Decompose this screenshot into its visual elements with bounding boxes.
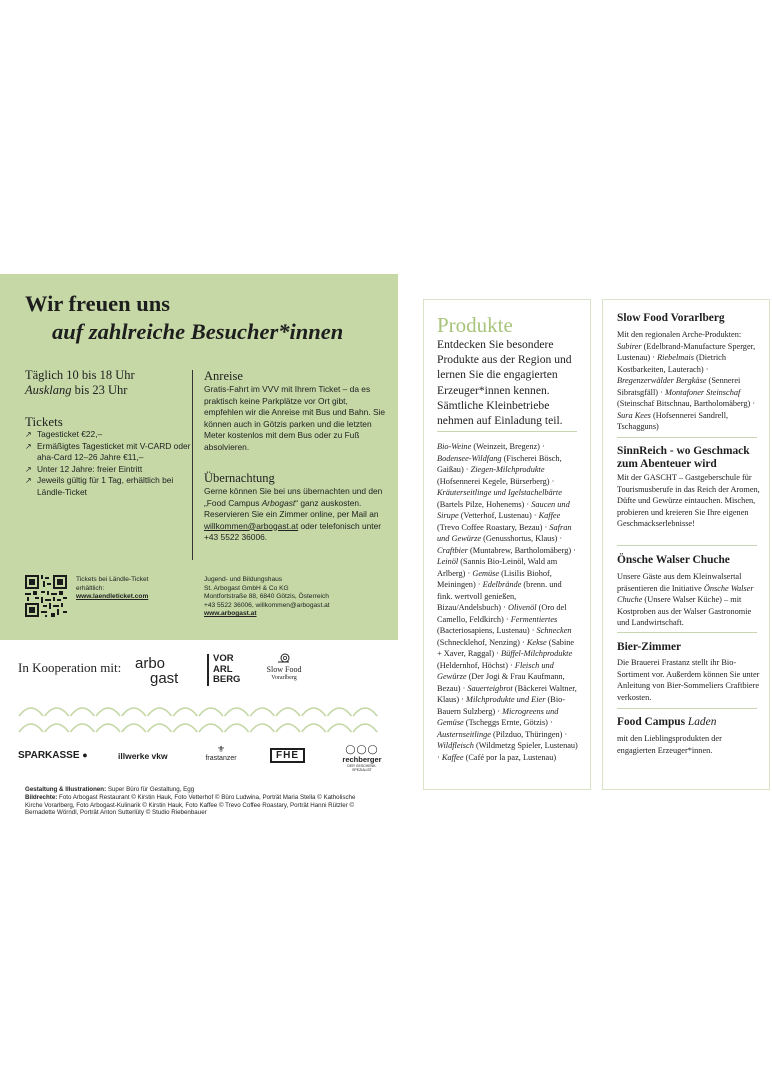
product-detail: (Schnecklehof, Nenzing) · — [437, 637, 527, 647]
arch-shape — [173, 724, 197, 732]
slowfood-text-run: (Hofsennerei Sandrell, Tschagguns) — [617, 410, 729, 431]
qr-code-icon — [25, 575, 67, 617]
tickets-heading: Tickets — [25, 414, 63, 429]
sparkasse-logo: SPARKASSE ● — [18, 750, 88, 761]
product-detail: (Bio-Bauern Sulzberg) · — [437, 695, 566, 716]
arch-pattern — [18, 700, 378, 734]
product-name: Edelbrände — [482, 580, 522, 589]
slowfood-text-run: Mit den regionalen Arche-Produkten: — [617, 330, 742, 339]
arch-shape — [19, 724, 43, 732]
arche-product-name: Bregenzerwälder Bergkäse — [617, 376, 707, 385]
anreise-text: Gratis-Fahrt im VVV mit Ihrem Ticket – da es praktisch keine Parkplätze vor Ort gibt, empfehlen wir die Anreise mit Bus und Bahn. Sie können auch in Götzis parken und die letzten Meter kostenlos mit dem Bus oder zu Fuß absolvieren. — [204, 384, 386, 452]
walser-heading: Önsche Walser Chuche — [617, 554, 730, 566]
slowfood-text-run: (Dietrich Kostbarkeiten, Lauterach) · — [617, 353, 726, 374]
arche-product-name: Riebelmais — [657, 353, 694, 362]
arch-shape — [199, 708, 223, 716]
product-name: Milchprodukte und Eier — [466, 695, 546, 704]
ticket-item: ↗ Ermäßigtes Tagesticket mit V-CARD oder aha-Card 12–26 Jahre €11,– — [25, 440, 191, 462]
product-detail: (Lisilis Biohof, Meiningen) · — [437, 568, 552, 589]
product-name: Gemüse — [472, 568, 500, 578]
arch-shape — [302, 708, 326, 716]
illwerke-logo: illwerke vkw — [118, 751, 168, 761]
arche-product-name: Montafoner Steinschaf — [664, 387, 741, 397]
product-name: Saucen und Sirupe — [437, 499, 570, 520]
product-name: Olivenöl — [507, 603, 537, 612]
product-name: Ziegen-Milchprodukte — [470, 465, 545, 474]
laden-text: mit den Lieblingsprodukten der engagierten Erzeuger*innen. — [617, 734, 722, 755]
arch-shape — [96, 708, 120, 716]
product-name: Wildfleisch — [437, 741, 474, 750]
headline — [25, 290, 343, 346]
arch-shape — [250, 724, 274, 732]
fhe-logo: FHE — [270, 748, 305, 763]
anreise-heading: Anreise — [204, 369, 243, 383]
arrow-icon: ↗ — [25, 476, 32, 485]
address-block: Jugend- und Bildungshaus St. Arbogast GmbH & Co KG Montfortstraße 88, 6840 Götzis, Österreich +43 5522 36006, willkommen@arbogast.at www.arbogast.at — [204, 576, 330, 618]
arch-shape — [199, 724, 223, 732]
product-detail: (Fischerei Bösch, Gaißau) · — [437, 453, 562, 474]
arch-shape — [173, 708, 197, 716]
arch-shape — [225, 724, 249, 732]
product-detail: (Oro del Camello, Feldkirch) · — [437, 603, 567, 624]
product-name: Craftbier — [437, 545, 468, 555]
product-name: Kräuterseitlinge und Igelstachelbärte — [437, 488, 562, 497]
arch-shape — [327, 724, 351, 732]
section-divider — [617, 632, 757, 633]
product-detail: (Sabine + Xaver, Raggal) · — [437, 637, 575, 658]
slowfood-text-run: (Edelbrand-Manufacture Sperger, Lustenau) · — [617, 341, 756, 362]
arch-shape — [148, 708, 172, 716]
product-detail: (Bartels Pilze, Hohenems) · — [437, 499, 532, 509]
arch-shape — [327, 708, 351, 716]
arch-shape — [70, 708, 94, 716]
bierzimmer-text: Die Brauerei Frastanz stellt ihr Bio-Sortiment vor. Außerdem können Sie unter Anleitung von Bier-Sommeliers Craftbiere verkosten. — [617, 658, 760, 702]
product-detail: (Trevo Coffee Roastary, Bezau) · — [437, 522, 550, 532]
arrow-icon: ↗ — [25, 430, 32, 439]
product-detail: (Sannis Bio-Leinöl, Wald am Arlberg) · — [437, 557, 558, 578]
product-name: Austernseitlinge — [437, 729, 491, 739]
product-name: Microgreens und Gemüse — [437, 706, 559, 727]
product-name: Bio-Weine — [437, 442, 472, 451]
sinnreich-text: Mit der GASCHT – Gastgeberschule für Tourismusberufe in das Reich der Aromen, Düfte und Gewürze eintauchen. Mischen, probieren und kreieren Sie Ihre eigenen Geschmackserlebnisse! — [617, 473, 760, 528]
product-name: Büffel-Milchprodukte — [501, 649, 573, 658]
arch-shape — [250, 708, 274, 716]
products-list — [437, 441, 579, 763]
arch-shape — [45, 708, 69, 716]
product-detail: (brenn. und fink. wertvoll genießen, Bizau/Andelsbuch) · — [437, 580, 562, 612]
arch-shape — [148, 724, 172, 732]
product-detail: (Hofsennerei Kegele, Bürserberg) · — [437, 476, 555, 486]
ticket-info: Tickets bei Ländle-Ticket erhältlich: www.laendleticket.com — [76, 576, 149, 601]
arch-shape — [19, 708, 43, 716]
hours-line2: Ausklang bis 23 Uhr — [25, 383, 128, 397]
hours-line1: Täglich 10 bis 18 Uhr — [25, 368, 135, 382]
ticket-item: ↗ Unter 12 Jahre: freier Eintritt — [25, 463, 143, 474]
arrow-icon: ↗ — [25, 441, 32, 451]
section-divider — [617, 545, 757, 546]
arch-shape — [353, 708, 377, 716]
column-divider — [192, 370, 193, 560]
rechberger-logo: ◯◯◯ rechberger DER GESCHENK-SPEZIALIST — [342, 744, 382, 772]
vorarlberg-logo: VOR ARL BERG — [207, 654, 240, 686]
credits: Gestaltung & Illustrationen: Super Büro für Gestaltung, Egg Bildrechte: Foto Arbogast Restaurant © Kirstin Hauk, Foto Vetterhof © Büro Ludwina, Porträt Maria Stella © Katholische Kirche Vorarlberg, Foto Arbogast-Kulinarik © Kirstin Hauk, Foto Kaffee © Trevo Coffee Roastary, Porträt Hanni Rützler © Bernadette Wörndl, Porträt Anton Sutterlüty © Studio Riebenbauer — [25, 786, 356, 817]
arch-shape — [122, 708, 146, 716]
arch-shape — [70, 724, 94, 732]
email-link[interactable]: willkommen@arbogast.at — [204, 520, 299, 531]
crest-icon: ⚜ — [216, 744, 226, 754]
frastanzer-logo: ⚜ frastanzer — [203, 744, 239, 762]
product-detail: (Tscheggs Ernte, Götzis) · — [463, 718, 553, 727]
product-detail: (Bacteriosapiens, Lustenau) · — [437, 626, 537, 635]
product-detail: (Bäckerei Waltner, Klaus) · — [437, 683, 577, 704]
product-detail: (Weinzeit, Bregenz) · — [471, 442, 545, 451]
products-title: Produkte — [437, 313, 513, 337]
products-divider — [437, 431, 577, 432]
arch-shape — [122, 724, 146, 732]
slowfood-text — [617, 329, 760, 433]
product-detail: (Café por la paz, Lustenau) — [463, 752, 557, 762]
product-name: Fleisch und Gewürze — [437, 660, 554, 681]
product-detail: (Heldernhof, Höchst) · — [437, 660, 515, 670]
arch-shape — [276, 708, 300, 716]
section-divider — [617, 708, 757, 709]
slowfood-text-run: (Sennerei Sibratsgfäll) · — [617, 376, 741, 397]
arche-product-name: Sura Kees — [617, 410, 651, 420]
arch-shape — [353, 724, 377, 732]
walser-text: Unsere Gäste aus dem Kleinwalsertal präsentieren die Initiative Önsche Walser Chuche (Unsere Walser Küche) – mit Kostproben aus der Walser Gastronomie und Landwirtschaft. — [617, 572, 754, 627]
product-name: Bodensee-Wildfang — [437, 453, 502, 463]
opening-hours — [25, 368, 135, 398]
arch-shape — [302, 724, 326, 732]
ticket-item: ↗ Tagesticket €22,– — [25, 429, 103, 439]
product-name: Kaffee — [441, 752, 464, 762]
ticket-link[interactable]: www.laendleticket.com — [76, 593, 149, 601]
arch-shape — [225, 708, 249, 716]
product-detail: (Muntabrew, Bartholomäberg) · — [467, 545, 576, 555]
arche-product-name: Subirer — [617, 341, 642, 351]
product-name: Fermentiertes — [510, 614, 558, 624]
product-name: Kaffee — [538, 511, 561, 520]
section-divider — [617, 437, 757, 438]
product-name: Sauerteigbrot — [467, 683, 513, 693]
product-name: Safran und Gewürze — [437, 522, 572, 543]
uebernachtung-heading: Übernachtung — [204, 471, 275, 485]
arbogast-logo: arbo gast — [135, 655, 179, 687]
slowfood-heading: Slow Food Vorarlberg — [617, 312, 725, 324]
product-name: Kekse — [526, 637, 547, 647]
headline-line2: auf zahlreiche Besucher*innen — [52, 319, 344, 344]
bierzimmer-heading: Bier-Zimmer — [617, 641, 682, 653]
laden-heading: Food Campus Laden — [617, 716, 717, 728]
product-detail: (Vetterhof, Lustenau) · — [458, 511, 539, 520]
sinnreich-heading: SinnReich - wo Geschmack zum Abenteuer wird — [617, 445, 750, 470]
product-detail: (Genusshortus, Klaus) · — [481, 534, 563, 543]
arch-shape — [45, 724, 69, 732]
snail-icon — [277, 653, 291, 663]
cooperation-label: In Kooperation mit: — [18, 660, 122, 675]
website-link[interactable]: www.arbogast.at — [204, 610, 257, 618]
product-detail: (Pilzduo, Thüringen) · — [490, 729, 568, 739]
arrow-icon: ↗ — [25, 464, 32, 474]
ticket-item: ↗ Jeweils gültig für 1 Tag, erhältlich bei Ländle-Ticket — [25, 475, 174, 497]
headline-line1: Wir freuen uns — [25, 291, 171, 316]
arch-shape — [276, 724, 300, 732]
arch-shape — [96, 724, 120, 732]
product-name: Schnecken — [536, 626, 572, 635]
tickets-list — [25, 429, 193, 498]
products-intro: Entdecken Sie besondere Produkte aus der Region und lernen Sie die engagierten Erzeuger*innen kennen. Sämtliche Kleinbetriebe nehmen auf Einladung teil. — [437, 338, 572, 428]
rechberger-mark-icon: ◯◯◯ — [345, 744, 379, 754]
slowfood-text-run: (Steinschaf Bitschnau, Bartholomäberg) · — [617, 399, 756, 408]
uebernachtung-text: Gerne können Sie bei uns übernachten und den „Food Campus Arbogast“ ganz auskosten. Reservieren Sie ein Zimmer online, per Mail an willkommen@arbogast.at oder telefonisch unter +43 5522 36006. — [204, 486, 383, 542]
product-name: Leinöl — [437, 557, 459, 566]
product-detail: (Der Jogi & Frau Kaufmann, Bezau) · — [437, 672, 565, 693]
product-detail: (Wildmetzg Spieler, Lustenau) · — [437, 741, 578, 762]
slow-food-logo: Slow Food Vorarlberg — [258, 653, 310, 683]
